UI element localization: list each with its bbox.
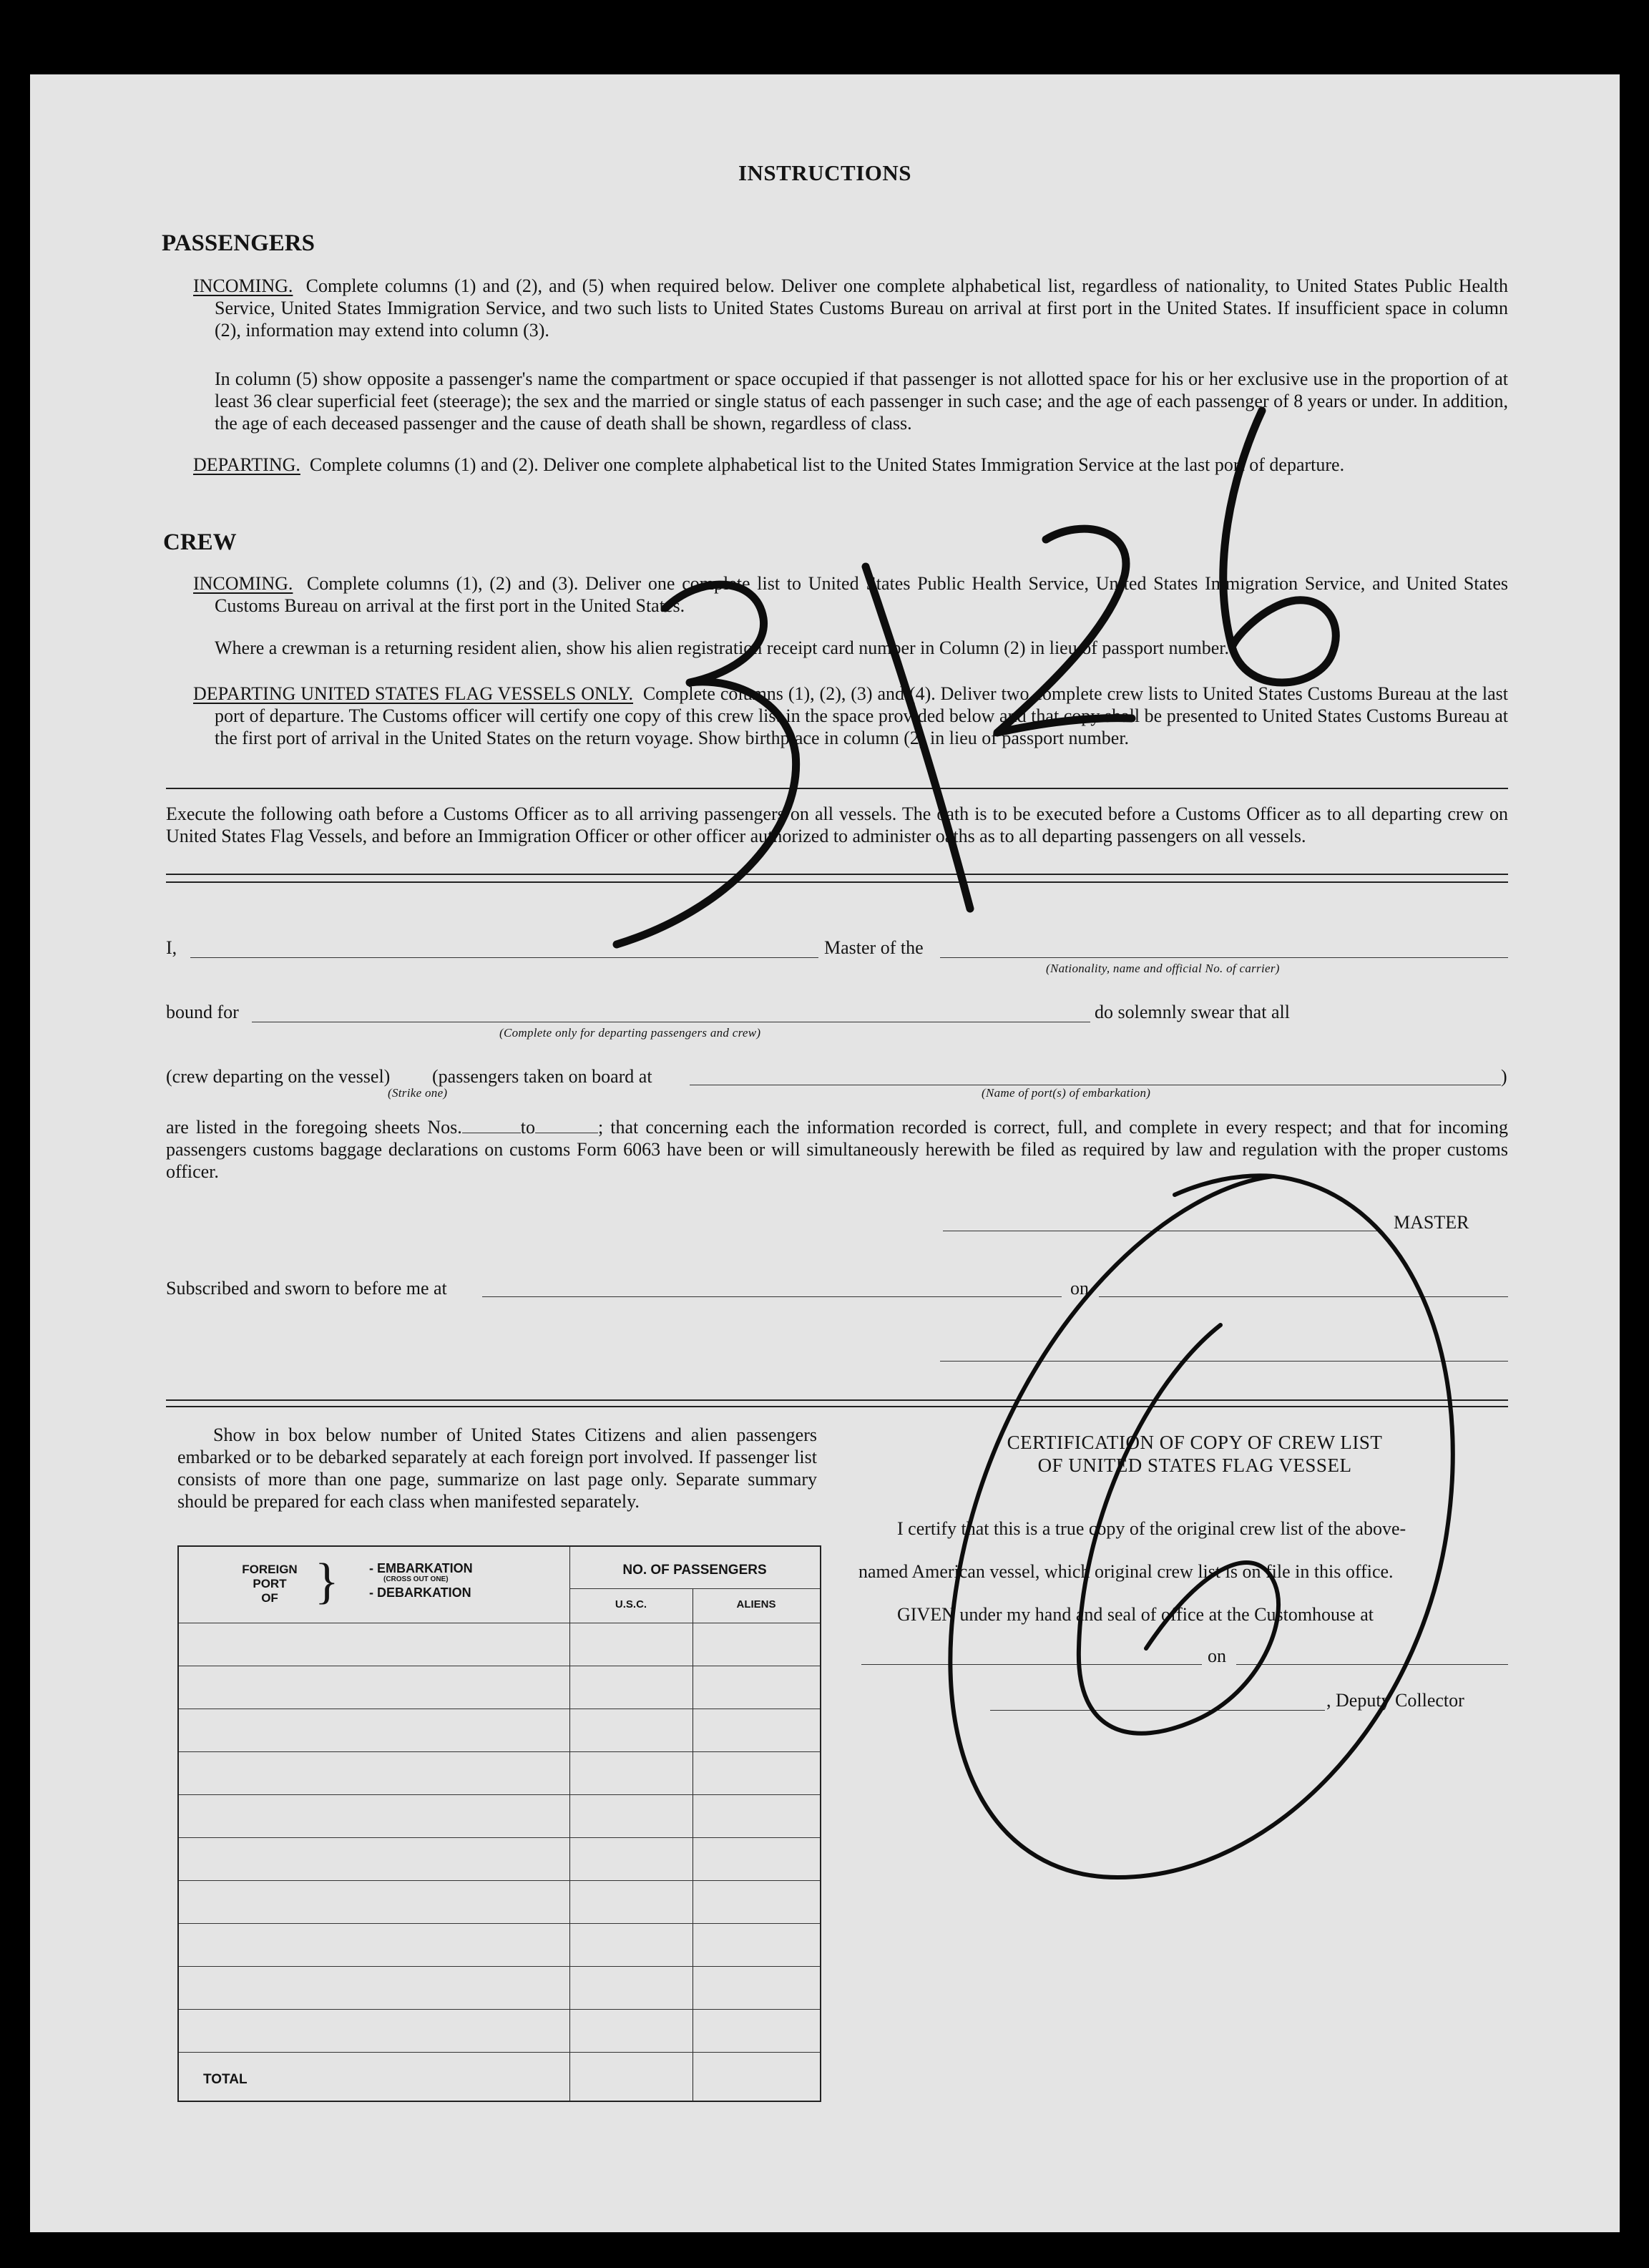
table-row	[179, 2009, 820, 2010]
cert-on-label: on	[1208, 1646, 1226, 1666]
certification-title: CERTIFICATION OF COPY OF CREW LIST OF UNITED STATES FLAG VESSEL	[1007, 1432, 1383, 1476]
usc-header: U.S.C.	[615, 1598, 647, 1610]
crew-incoming-label: INCOMING.	[193, 573, 293, 594]
document-page	[30, 74, 1620, 2232]
crew-departing-paragraph	[193, 683, 1508, 749]
crew-resident-paragraph: Where a crewman is a returning resident alien, show his alien registration receipt card number in Column (2) in lieu of passport number.	[215, 637, 1230, 658]
table-row	[179, 1751, 820, 1752]
debarkation-option[interactable]: - DEBARKATION	[369, 1585, 471, 1600]
passengers-incoming-text: Complete columns (1) and (2), and (5) when required below. Deliver one complete alphabetical list, regardless of nationality, to United States Public Health Service, United States Immigration Service, and two such lists to United States Customs Bureau on arrival at first port in the United States. If insufficient space in column (2), information may extend into column (3).	[215, 275, 1508, 341]
table-header-divider	[569, 1588, 820, 1589]
crew-departing-text: Complete columns (1), (2), (3) and (4). Deliver two complete crew lists to United States Customs Bureau at the last port of departure. The Customs officer will certify one copy of this crew list in the space provided below and that copy shall be presented to United States Customs Bureau at the first port of arrival in the United States on the return voyage. Show birthplace in column (2) in lieu of passport number.	[215, 683, 1508, 748]
cert-date-field[interactable]	[1236, 1664, 1508, 1665]
table-column-divider	[569, 1547, 570, 2101]
certify-line2: named American vessel, which original crew list is on file in this office.	[858, 1561, 1394, 1582]
table-row	[179, 1837, 820, 1838]
passengers-incoming-label: INCOMING.	[193, 275, 293, 296]
table-row	[179, 1966, 820, 1967]
brace-icon: }	[315, 1554, 339, 1609]
cross-out-note: (CROSS OUT ONE)	[383, 1575, 449, 1583]
page-title: INSTRUCTIONS	[738, 160, 911, 185]
divider	[166, 788, 1508, 789]
bound-for-label: bound for	[166, 1002, 239, 1022]
embarkation-option[interactable]: - EMBARKATION	[369, 1561, 473, 1575]
summary-intro: Show in box below number of United States Citizens and alien passengers embarked or to be debarked separately at each foreign port involved. If passenger list consists of more than one page, summarize on last page only. Separate summary should be prepared for each class when manifested separately.	[177, 1424, 817, 1512]
master-label: MASTER	[1394, 1212, 1469, 1233]
crew-heading: CREW	[163, 529, 237, 555]
given-line: GIVEN under my hand and seal of office at the Customhouse at	[897, 1604, 1374, 1625]
divider	[166, 1406, 1508, 1407]
passengers-departing-label: DEPARTING.	[193, 454, 300, 475]
divider	[166, 1399, 1508, 1401]
passengers-departing-text: Complete columns (1) and (2). Deliver one complete alphabetical list to the United States Immigration Service at the last port of departure.	[309, 454, 1345, 475]
oath-i-label: I,	[166, 937, 177, 958]
sheet-from-field[interactable]	[462, 1118, 521, 1133]
passenger-summary-table	[177, 1545, 821, 2102]
departing-caption: (Complete only for departing passengers and crew)	[499, 1026, 761, 1040]
officer-signature-field[interactable]	[940, 1361, 1508, 1362]
passengers-taken-option[interactable]: (passengers taken on board at	[432, 1066, 652, 1087]
deputy-signature-field[interactable]	[990, 1710, 1325, 1711]
passengers-departing-paragraph	[193, 454, 1508, 476]
table-row	[179, 2052, 820, 2053]
strike-one-caption: (Strike one)	[388, 1086, 448, 1100]
crew-departing-option[interactable]: (crew departing on the vessel)	[166, 1066, 391, 1087]
divider	[166, 874, 1508, 875]
crew-departing-label: DEPARTING UNITED STATES FLAG VESSELS ONLY.	[193, 683, 634, 704]
total-label: TOTAL	[203, 2072, 248, 2087]
no-of-passengers-header: NO. OF PASSENGERS	[622, 1563, 767, 1578]
close-paren: )	[1501, 1066, 1507, 1087]
table-row	[179, 1880, 820, 1881]
divider	[166, 881, 1508, 883]
sworn-date-field[interactable]	[1099, 1296, 1508, 1297]
subscribed-label: Subscribed and sworn to before me at	[166, 1278, 447, 1299]
crew-incoming-paragraph	[193, 572, 1508, 617]
certify-line1: I certify that this is a true copy of the original crew list of the above-	[897, 1518, 1406, 1539]
port-caption: (Name of port(s) of embarkation)	[982, 1086, 1151, 1100]
carrier-caption: (Nationality, name and official No. of carrier)	[1046, 962, 1280, 975]
deputy-collector-label: , Deputy Collector	[1326, 1690, 1464, 1711]
passengers-heading: PASSENGERS	[162, 230, 315, 256]
master-name-field[interactable]	[190, 957, 818, 958]
master-of-label: Master of the	[824, 937, 924, 958]
table-row	[179, 1923, 820, 1924]
table-row	[179, 1794, 820, 1795]
listed-paragraph: are listed in the foregoing sheets Nos. to ; that concerning each the information recorded is correct, full, and complete in every respect; and that for incoming passengers customs baggage declarations on customs Form 6063 have been or will simultaneously herewith be filed as required by law and regulation with the proper customs officer.	[166, 1117, 1508, 1182]
sworn-on-label: on	[1070, 1278, 1089, 1299]
swear-label: do solemnly swear that all	[1095, 1002, 1290, 1022]
passengers-incoming-paragraph	[193, 275, 1508, 341]
crew-incoming-text: Complete columns (1), (2) and (3). Deliver one complete list to United States Public Health Service, United States Immigration Service, and United States Customs Bureau on arrival at the first port in the United States.	[215, 573, 1508, 616]
passengers-column5-paragraph: In column (5) show opposite a passenger's name the compartment or space occupied if that passenger is not allotted space for his or her exclusive use in the proportion of at least 36 clear superficial feet (steerage); the sex and the married or single status of each passenger in such case; and the age of each passenger of 8 years or under. In addition, the age of each deceased passenger and the cause of death shall be shown, regardless of class.	[215, 368, 1508, 434]
carrier-field[interactable]	[940, 957, 1508, 958]
aliens-header: ALIENS	[736, 1598, 776, 1610]
oath-intro: Execute the following oath before a Customs Officer as to all arriving passengers on all vessels. The oath is to be executed before a Customs Officer as to all departing crew on United States Flag Vessels, and before an Immigration Officer or other officer authorized to administer oaths as to all departing passengers on all vessels.	[166, 803, 1508, 846]
sheet-to-field[interactable]	[535, 1118, 598, 1133]
foreign-port-header: FOREIGN PORT OF	[242, 1563, 298, 1605]
customhouse-field[interactable]	[861, 1664, 1202, 1665]
sworn-location-field[interactable]	[482, 1296, 1062, 1297]
